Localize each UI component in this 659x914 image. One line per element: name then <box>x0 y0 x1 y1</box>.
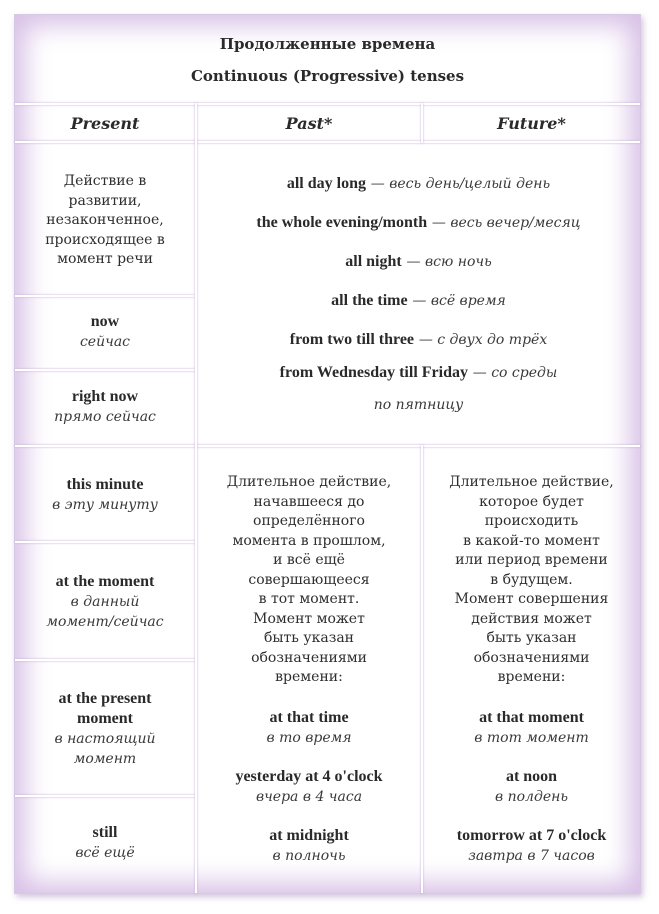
past-marker-at-that-time: at that time в то время <box>266 709 352 746</box>
shared-marker-row: all night — всю ночь <box>345 253 492 270</box>
title-english: Continuous (Progressive) tenses <box>190 67 465 85</box>
shared-marker-row: по пятницу <box>373 397 464 413</box>
future-marker-at-that-moment: at that moment в тот момент <box>474 709 589 746</box>
header-present: Present <box>70 114 140 133</box>
divider-present-2 <box>15 369 195 371</box>
present-marker-still: still всё ещё <box>75 824 135 861</box>
present-marker-this-minute: this minute в эту минуту <box>52 476 158 513</box>
shared-marker-row: from two till three — с двух до трёх <box>289 331 548 348</box>
shared-marker-row: all day long — весь день/целый день <box>286 175 551 192</box>
future-marker-tomorrow: tomorrow at 7 o'clock завтра в 7 часов <box>456 827 607 864</box>
past-marker-at-midnight: at midnight в полночь <box>269 827 349 864</box>
present-marker-now: now сейчас <box>79 313 131 350</box>
divider-title <box>15 103 640 105</box>
divider-present-1 <box>15 295 195 297</box>
future-marker-at-noon: at noon в полдень <box>495 768 568 805</box>
divider-header <box>15 141 640 143</box>
shared-markers <box>197 173 640 415</box>
divider-present-3 <box>15 541 195 543</box>
shared-marker-row: from Wednesday till Friday — со среды <box>279 364 558 381</box>
header-future: Future* <box>497 114 566 133</box>
present-marker-at-the-moment: at the moment в данный момент/сейчас <box>46 573 164 630</box>
past-description: Длительное действие, начавшееся до определённого момента в прошлом, и всё ещё совершающееся в тот момент. Момент может быть указан обозначениями времени: <box>226 474 392 685</box>
present-description: Действие в развитии, незаконченное, происходящее в момент речи <box>45 173 165 267</box>
shared-marker-row: the whole evening/month — весь вечер/месяц <box>256 214 581 231</box>
present-marker-right-now: right now прямо сейчас <box>54 388 156 425</box>
past-marker-yesterday: yesterday at 4 o'clock вчера в 4 часа <box>235 768 383 805</box>
present-marker-at-the-present-moment: at the present moment в настоящий момент <box>54 690 156 767</box>
title-russian: Продолженные времена <box>219 35 436 53</box>
divider-present-4 <box>15 659 195 661</box>
tenses-sheet <box>14 14 641 894</box>
header-past: Past* <box>285 114 333 133</box>
divider-middle <box>15 445 640 447</box>
shared-marker-row: all the time — всё время <box>331 292 506 309</box>
future-description: Длительное действие, которое будет происходить в какой-то момент или период времени в будущем. Момент совершения действия может быть указан обозначениями времени: <box>449 474 614 685</box>
divider-present-5 <box>15 795 195 797</box>
